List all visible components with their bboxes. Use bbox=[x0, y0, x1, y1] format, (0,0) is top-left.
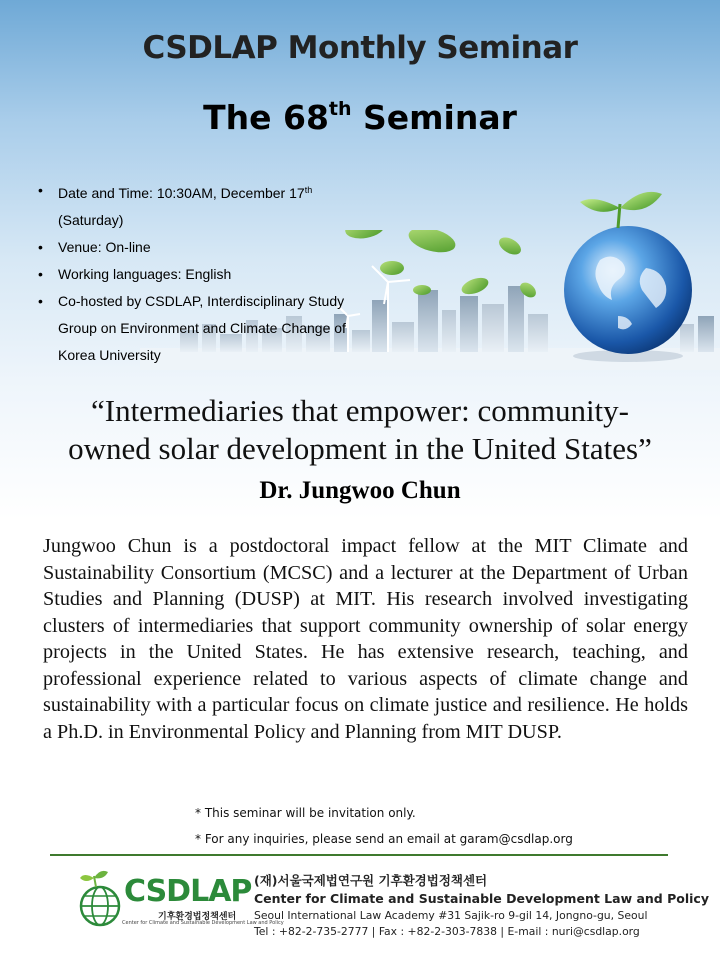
seminar-number-sup: th bbox=[328, 98, 352, 120]
logo-wordmark: CSDLAP bbox=[124, 874, 252, 909]
organization-name-english: Center for Climate and Sustainable Development Law and Policy bbox=[254, 891, 709, 906]
detail-date-suffix: (Saturday) bbox=[58, 212, 124, 228]
detail-cohost-line2: Group on Environment and Climate Change of bbox=[58, 320, 346, 336]
detail-date-sup: th bbox=[304, 185, 313, 195]
seminar-number-prefix: The 68 bbox=[203, 98, 329, 137]
bullet-icon: • bbox=[38, 239, 43, 255]
detail-cohost-line1: Co-hosted by CSDLAP, Interdisciplinary Study bbox=[58, 293, 345, 309]
logo-subtitle-english: Center for Climate and Sustainable Development Law and Policy bbox=[122, 920, 284, 926]
detail-languages-text: Working languages: English bbox=[58, 266, 232, 282]
organization-info bbox=[254, 872, 709, 939]
organization-contact: Tel : +82-2-735-2777 | Fax : +82-2-303-7838 | E-mail : nuri@csdlap.org bbox=[254, 925, 640, 938]
organization-name-korean: (재)서울국제법연구원 기후환경법정책센터 bbox=[254, 873, 488, 888]
note-inquiries: * For any inquiries, please send an email at garam@csdlap.org bbox=[195, 832, 573, 846]
detail-venue-text: Venue: On-line bbox=[58, 239, 151, 255]
organization-address: Seoul International Law Academy #31 Sajik-ro 9-gil 14, Jongno-gu, Seoul bbox=[254, 909, 648, 922]
logo-subtitle-korean: 기후환경법정책센터 bbox=[158, 912, 237, 922]
speaker-bio: Jungwoo Chun is a postdoctoral impact fellow at the MIT Climate and Sustainability Consortium (MCSC) and a lecturer at the Department of Urban Studies and Planning (DUSP) at MIT. His research involved investigating clusters of intermediaries that support community ownership of solar energy projects in the United States. He has extensive research, teaching, and professional experience related to various aspects of climate change and sustainability with a particular focus on climate justice and resilience. He holds a Ph.D. in Environmental Policy and Planning from MIT DUSP. bbox=[43, 535, 688, 743]
poster-header-title: CSDLAP Monthly Seminar bbox=[142, 30, 578, 66]
seminar-notes bbox=[195, 800, 675, 852]
speaker-name: Dr. Jungwoo Chun bbox=[259, 477, 461, 504]
detail-languages bbox=[36, 261, 376, 288]
bullet-icon: • bbox=[38, 182, 43, 198]
sprout-globe-icon bbox=[548, 188, 718, 363]
note-invitation: * This seminar will be invitation only. bbox=[195, 806, 416, 820]
seminar-details-list bbox=[36, 177, 376, 369]
talk-title-line2: owned solar development in the United States” bbox=[68, 431, 652, 466]
talk-title bbox=[30, 392, 690, 468]
detail-venue bbox=[36, 234, 376, 261]
footer-divider bbox=[50, 854, 668, 856]
bullet-icon: • bbox=[38, 293, 43, 309]
talk-title-line1: “Intermediaries that empower: community- bbox=[90, 393, 629, 428]
bullet-icon: • bbox=[38, 266, 43, 282]
detail-cohost bbox=[36, 288, 376, 369]
detail-cohost-line3: Korea University bbox=[58, 347, 161, 363]
detail-date bbox=[36, 177, 376, 234]
seminar-number-suffix: Seminar bbox=[351, 98, 517, 137]
detail-date-prefix: Date and Time: 10:30AM, December 17 bbox=[58, 185, 305, 201]
seminar-number bbox=[0, 98, 720, 137]
